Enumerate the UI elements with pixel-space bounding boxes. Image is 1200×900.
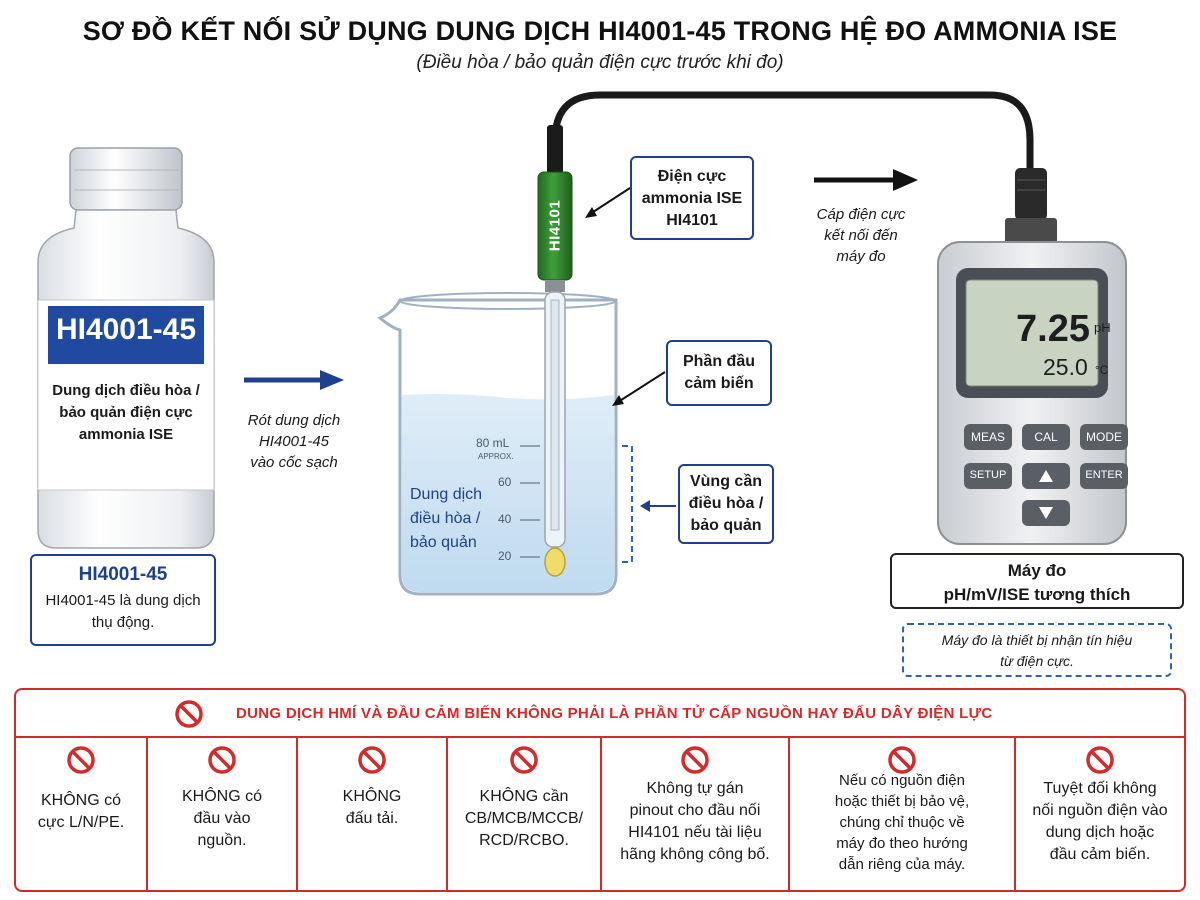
warning-item (602, 738, 790, 892)
prohibited-icon (206, 744, 238, 776)
meter-button-mode: MODE (1086, 430, 1122, 444)
bottle-label-desc: Dung dịch điều hòa / bảo quản điện cực ammonia ISE (52, 382, 200, 443)
prohibited-icon (679, 744, 711, 776)
beaker-mark-40: 40 (498, 512, 512, 526)
meter-button-setup: SETUP (969, 469, 1007, 481)
prohibited-icon (1084, 744, 1116, 776)
electrode-label-box: Điện cực ammonia ISE HI4101 (630, 156, 754, 240)
warning-header (16, 690, 1184, 738)
warning-item (298, 738, 448, 892)
warning-item (148, 738, 298, 892)
arrow-cable (814, 169, 918, 191)
bottle-cap (70, 148, 182, 210)
electrode-cable (555, 95, 1030, 168)
arrow-pour (244, 370, 344, 390)
meter-button-meas: MEAS (970, 430, 1005, 444)
meter-reading-temp: 25.0 (1043, 354, 1088, 380)
warning-item-text: KHÔNG có cực L/N/PE. (37, 792, 125, 831)
warning-item (790, 738, 1016, 892)
warning-item-text: Nếu có nguồn điện hoặc thiết bị bảo vệ, chúng chỉ thuộc về máy đo theo hướng dẫn riêng của máy. (834, 772, 970, 873)
warning-panel (14, 688, 1186, 892)
meter (938, 168, 1128, 544)
meter-unit-temp: °C (1095, 363, 1109, 377)
beaker-mark-80: 80 mL (476, 436, 510, 450)
zone-label-box: Vùng cần điều hòa / bảo quản (678, 464, 774, 544)
prohibited-icon (508, 744, 540, 776)
bottle-info-title: HI4001-45 (78, 564, 168, 585)
zone-bracket (622, 446, 632, 562)
bottle (38, 148, 214, 548)
warning-header-text: DUNG DỊCH HMÍ VÀ ĐẦU CẢM BIẾN KHÔNG PHẢI LÀ PHẦN TỬ CẤP NGUỒN HAY ĐẤU DÂY ĐIỆN LỰC (236, 705, 993, 722)
beaker-mark-approx: APPROX. (478, 452, 514, 461)
beaker-mark-60: 60 (498, 475, 512, 489)
warning-item (16, 738, 148, 892)
bottle-info-box (30, 554, 216, 646)
warning-item-text: Tuyệt đối không nối nguồn điện vào dung dịch hoặc đầu cảm biến. (1032, 780, 1168, 863)
meter-button-enter: ENTER (1085, 469, 1123, 481)
bottle-info-text: HI4001-45 là dung dịch thụ động. (45, 592, 201, 631)
meter-note-box: Máy đo là thiết bị nhận tín hiệu từ điện cực. (902, 623, 1172, 677)
page-title: SƠ ĐỒ KẾT NỐI SỬ DỤNG DUNG DỊCH HI4001-45 TRONG HỆ ĐO AMMONIA ISE (82, 16, 1118, 46)
warning-item-text: KHÔNG đấu tải. (342, 788, 402, 827)
warning-item (1016, 738, 1184, 892)
warning-item-text: KHÔNG có đầu vào nguồn. (181, 788, 262, 849)
warning-item-text: Không tự gán pinout cho đầu nối HI4101 nếu tài liệu hãng không công bố. (620, 780, 770, 863)
sensor-label-box: Phần đầu cảm biến (666, 340, 772, 406)
cable-caption: Cáp điện cực kết nối đến máy đo (816, 206, 906, 265)
meter-label-box: Máy đo pH/mV/ISE tương thích (890, 553, 1184, 609)
warning-item (448, 738, 602, 892)
meter-reading-ph: 7.25 (1016, 308, 1090, 350)
electrode-body-text: HI4101 (546, 199, 564, 252)
pour-caption: Rót dung dịch HI4001-45 vào cốc sạch (247, 412, 341, 471)
warning-item-text: KHÔNG cần CB/MCB/MCCB/ RCD/RCBO. (464, 788, 584, 849)
meter-button-cal: CAL (1034, 430, 1058, 444)
prohibited-icon (356, 744, 388, 776)
sensor-tip (545, 548, 565, 576)
beaker-mark-20: 20 (498, 549, 512, 563)
liquid-label: Dung dịch điều hòa / bảo quản (410, 486, 483, 551)
page-subtitle: (Điều hòa / bảo quản điện cực trước khi đo) (416, 52, 784, 73)
prohibited-icon (65, 744, 97, 776)
prohibited-icon (174, 699, 204, 729)
bottle-label-title: HI4001-45 (55, 313, 197, 346)
meter-unit-ph: pH (1094, 320, 1111, 335)
